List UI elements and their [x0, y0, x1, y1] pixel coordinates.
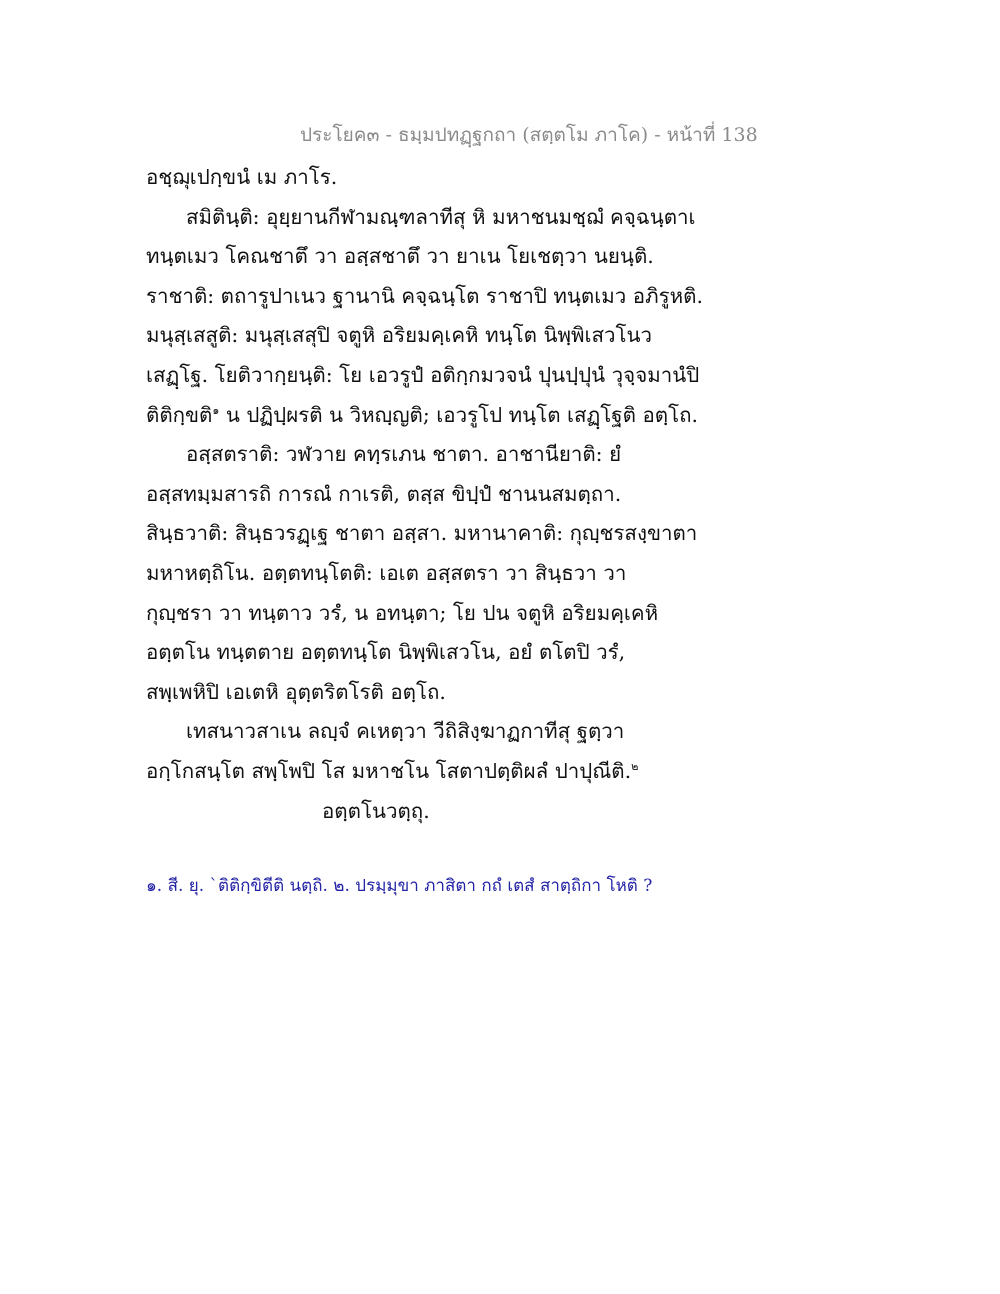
body-line: สพฺเพหิปิ เอเตหิ อุตฺตริตโรติ อตฺโถ. — [146, 679, 446, 704]
body-line: ทนฺตเมว โคณชาตึ วา อสฺสชาตึ วา ยาเน โยเชตฺวา นยนฺติ. — [146, 244, 654, 269]
body-line: อชฺฌุเปกฺขนํ เม ภาโร. — [146, 165, 338, 189]
page-header: ประโยค๓ - ธมฺมปทฏฺฐกถา (สตฺตโม ภาโค) - หน้าที่ 138 — [300, 124, 758, 146]
body-text — [146, 158, 706, 831]
body-line: เสฏฺโฐ. โยติวากฺยนฺติ: โย เอวรูปํ อติกฺกมวจนํ ปุนปฺปุนํ วุจฺจมานํปิ — [146, 362, 700, 387]
body-line: ราชาติ: ตถารูปาเนว ฐานานิ คจฺฉนฺโต ราชาปิ ทนฺตเมว อภิรูหติ. — [146, 283, 703, 308]
footnote-marker: ๑ — [212, 403, 220, 417]
section-title: อตฺตโนวตฺถุ. — [322, 798, 430, 823]
body-line: กุญฺชรา วา ทนฺตาว วรํ, น อทนฺตา; โย ปน จตูหิ อริยมคฺเคหิ — [146, 600, 659, 625]
body-line-with-footnote — [146, 752, 706, 792]
body-line: อสฺสตราติ: วฬวาย คทฺรเภน ชาตา. อาชานียาติ: ยํ — [186, 442, 622, 467]
body-line: เทสนาวสาเน ลญฺจํ คเหตฺวา วีถิสิงฺฆาฏกาทีสุ ฐตฺวา — [186, 719, 625, 744]
body-line: มนุสฺเสสูติ: มนุสฺเสสุปิ จตูหิ อริยมคฺเคหิ ทนฺโต นิพฺพิเสวโนว — [146, 323, 653, 348]
body-line: สินฺธวาติ: สินฺธวรฏฺเฐ ชาตา อสฺสา. มหานาคาติ: กุญฺชรสงฺขาตา — [146, 521, 698, 546]
body-line-text: ติติกฺขติ — [146, 402, 213, 427]
body-line: อตฺตโน ทนฺตตาย อตฺตทนฺโต นิพฺพิเสวโน, อยํ ตโตปิ วรํ, — [146, 640, 626, 665]
body-line-with-footnote — [146, 396, 706, 436]
body-line: อสฺสทมฺมสารถิ การณํ กาเรติ, ตสฺส ขิปฺปํ ชานนสมตฺถา. — [146, 481, 622, 506]
body-line: มหาหตฺถิโน. อตฺตทนฺโตติ: เอเต อสฺสตรา วา สินฺธวา วา — [146, 560, 627, 585]
body-line-text: อกฺโกสนฺโต สพฺโพปิ โส มหาชโน โสตาปตฺติผลํ ปาปุณีติ. — [146, 758, 632, 783]
body-line: สมิตินฺติ: อุยฺยานกีฬามณฺฑลาทีสุ หิ มหาชนมชฺฌํ คจฺฉนฺตาเ — [186, 204, 696, 229]
body-line-text-rest: น ปฏิปฺผรติ น วิหญฺญติ; เอวรูโป ทนฺโต เสฏฺโฐติ อตฺโถ. — [219, 402, 699, 427]
footnote: ๑. สี. ยุ. `ติติกฺขิตีติ นตฺถิ. ๒. ปรมฺมุขา ภาสิตา กถํ เตสํ สาตฺถิกา โหติ ? — [146, 876, 653, 896]
footnote-marker: ๒ — [631, 760, 639, 774]
